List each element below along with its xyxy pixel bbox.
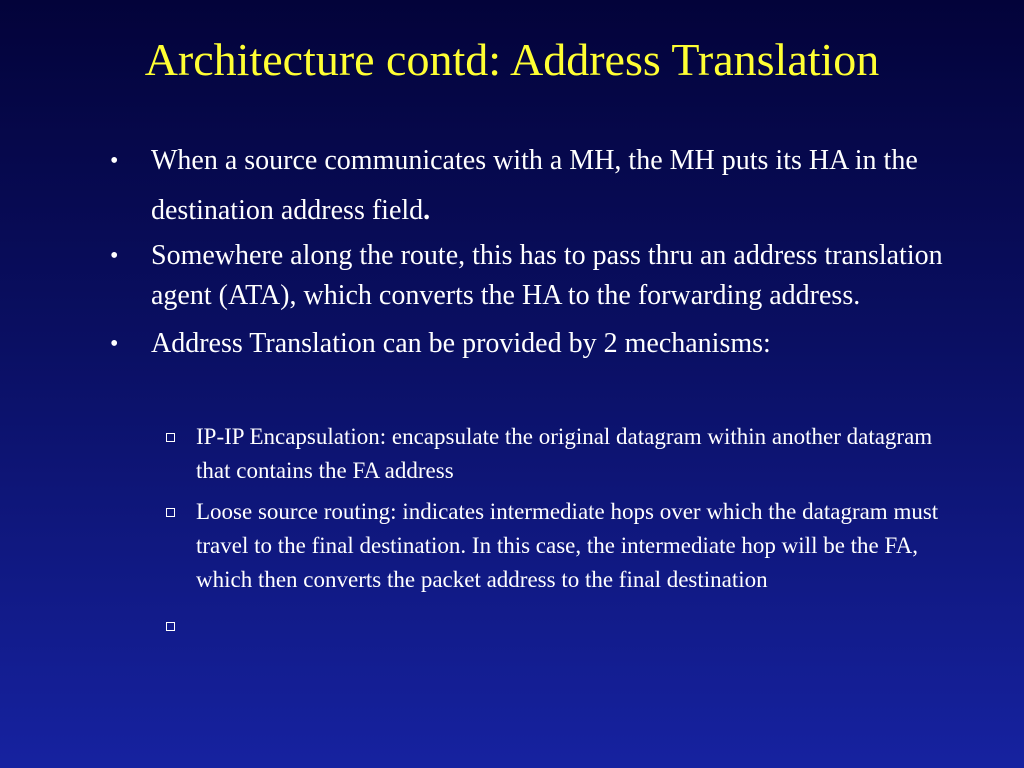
bullet-item: [110, 136, 980, 236]
bullet-text: Somewhere along the route, this has to pass thru an address translation agent (ATA), which converts the HA to the forwarding address.: [151, 240, 943, 311]
bullet-trailing-punct: .: [423, 195, 431, 226]
hollow-square-bullet-icon: [166, 622, 175, 631]
bullet-dot-icon: •: [110, 331, 119, 357]
sub-bullet-item-empty: [165, 609, 945, 643]
slide-title: Architecture contd: Address Translation: [144, 34, 880, 85]
bullet-item: [110, 324, 980, 364]
bullet-text: When a source communicates with a MH, the MH puts its HA in the destination address field: [151, 145, 918, 226]
bullet-item: [110, 236, 980, 316]
sub-bullet-text: Loose source routing: indicates intermediate hops over which the datagram must travel to the final destination. In this case, the intermediate hop will be the FA, which then converts the packet address to the final destination: [196, 499, 939, 592]
sub-bullet-text: IP-IP Encapsulation: encapsulate the original datagram within another datagram that contains the FA address: [196, 424, 933, 483]
hollow-square-bullet-icon: [166, 433, 175, 442]
bullet-dot-icon: •: [110, 148, 119, 174]
sub-bullet-list: [165, 420, 945, 650]
sub-bullet-item: [165, 495, 945, 597]
sub-bullet-item: [165, 420, 945, 488]
bullet-list: [110, 136, 980, 372]
bullet-dot-icon: •: [110, 243, 119, 269]
bullet-text: Address Translation can be provided by 2 mechanisms:: [151, 328, 771, 359]
hollow-square-bullet-icon: [166, 508, 175, 517]
